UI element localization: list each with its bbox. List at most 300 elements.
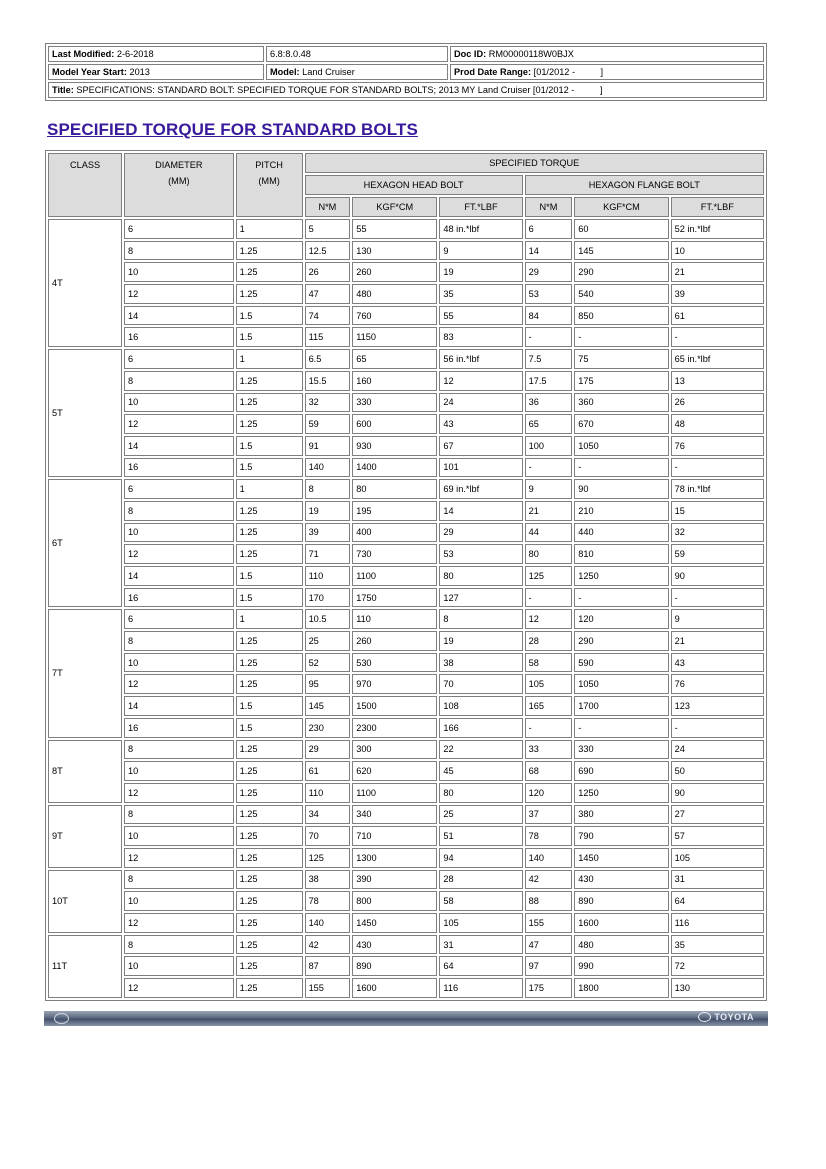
cell-class: 6T (48, 479, 122, 607)
table-row (48, 870, 764, 890)
cell-flange-nm: 175 (525, 978, 573, 998)
cell-flange-kgf: 670 (574, 414, 668, 434)
cell-flange-kgf: 810 (574, 544, 668, 564)
cell-head-ft: 9 (439, 241, 522, 261)
cell-diameter: 10 (124, 523, 234, 543)
cell-flange-kgf: 590 (574, 653, 668, 673)
cell-head-kgf: 80 (352, 479, 437, 499)
cell-head-kgf: 110 (352, 609, 437, 629)
cell-flange-nm: 84 (525, 306, 573, 326)
model-year-start: Model Year Start: 2013 (48, 64, 264, 80)
cell-flange-nm: 58 (525, 653, 573, 673)
cell-head-ft: 38 (439, 653, 522, 673)
cell-head-ft: 127 (439, 588, 522, 608)
cell-diameter: 8 (124, 740, 234, 760)
cell-flange-nm: 155 (525, 913, 573, 933)
cell-head-kgf: 340 (352, 805, 437, 825)
cell-diameter: 12 (124, 848, 234, 868)
cell-pitch: 1.5 (236, 718, 303, 738)
cell-head-ft: 31 (439, 935, 522, 955)
cell-diameter: 16 (124, 718, 234, 738)
cell-pitch: 1 (236, 479, 303, 499)
cell-pitch: 1.5 (236, 436, 303, 456)
cell-flange-ft: 65 in.*lbf (671, 349, 764, 369)
cell-flange-ft: 26 (671, 393, 764, 413)
table-row (48, 566, 764, 586)
cell-head-ft: 29 (439, 523, 522, 543)
cell-flange-kgf: 360 (574, 393, 668, 413)
cell-flange-ft: - (671, 718, 764, 738)
cell-head-nm: 42 (305, 935, 351, 955)
cell-head-kgf: 1400 (352, 458, 437, 478)
table-row (48, 805, 764, 825)
cell-head-nm: 15.5 (305, 371, 351, 391)
cell-flange-nm: 80 (525, 544, 573, 564)
cell-head-ft: 67 (439, 436, 522, 456)
cell-diameter: 16 (124, 458, 234, 478)
cell-head-kgf: 1600 (352, 978, 437, 998)
torque-table (45, 150, 767, 1001)
cell-head-kgf: 800 (352, 891, 437, 911)
col-specified-torque: SPECIFIED TORQUE (305, 153, 764, 173)
cell-head-ft: 35 (439, 284, 522, 304)
table-row (48, 978, 764, 998)
cell-flange-ft: 105 (671, 848, 764, 868)
cell-flange-kgf: 790 (574, 826, 668, 846)
cell-flange-kgf: 175 (574, 371, 668, 391)
cell-head-ft: 108 (439, 696, 522, 716)
cell-pitch: 1.25 (236, 523, 303, 543)
col-head-nm: N*M (305, 197, 351, 217)
cell-flange-nm: 68 (525, 761, 573, 781)
cell-flange-nm: 12 (525, 609, 573, 629)
cell-head-kgf: 1300 (352, 848, 437, 868)
cell-flange-ft: 21 (671, 262, 764, 282)
cell-head-ft: 24 (439, 393, 522, 413)
cell-flange-kgf: 540 (574, 284, 668, 304)
cell-flange-ft: 76 (671, 436, 764, 456)
cell-flange-ft: 35 (671, 935, 764, 955)
cell-pitch: 1.25 (236, 631, 303, 651)
cell-flange-ft: 90 (671, 783, 764, 803)
cell-diameter: 6 (124, 219, 234, 239)
cell-pitch: 1.25 (236, 805, 303, 825)
header-row-3 (48, 82, 764, 98)
cell-flange-kgf: - (574, 327, 668, 347)
table-row (48, 631, 764, 651)
cell-flange-ft: 123 (671, 696, 764, 716)
cell-pitch: 1.25 (236, 848, 303, 868)
cell-flange-kgf: 330 (574, 740, 668, 760)
table-row (48, 783, 764, 803)
cell-pitch: 1.25 (236, 978, 303, 998)
cell-head-kgf: 1500 (352, 696, 437, 716)
cell-flange-kgf: 440 (574, 523, 668, 543)
col-pitch: PITCH (MM) (236, 153, 303, 217)
cell-flange-ft: 27 (671, 805, 764, 825)
cell-diameter: 8 (124, 371, 234, 391)
cell-diameter: 14 (124, 696, 234, 716)
cell-flange-nm: 165 (525, 696, 573, 716)
doc-title: Title: SPECIFICATIONS: STANDARD BOLT: SPECIFIED TORQUE FOR STANDARD BOLTS; 2013 MY Land Cruiser [01/2012 - ] (48, 82, 764, 98)
cell-flange-nm: 53 (525, 284, 573, 304)
cell-flange-ft: 130 (671, 978, 764, 998)
cell-flange-ft: 64 (671, 891, 764, 911)
cell-head-ft: 8 (439, 609, 522, 629)
cell-head-nm: 140 (305, 913, 351, 933)
torque-table-body (48, 219, 764, 998)
cell-flange-kgf: 890 (574, 891, 668, 911)
cell-head-ft: 28 (439, 870, 522, 890)
cell-head-nm: 70 (305, 826, 351, 846)
table-row (48, 414, 764, 434)
cell-head-kgf: 600 (352, 414, 437, 434)
cell-head-ft: 48 in.*lbf (439, 219, 522, 239)
cell-flange-nm: 47 (525, 935, 573, 955)
cell-pitch: 1.25 (236, 284, 303, 304)
cell-pitch: 1.5 (236, 566, 303, 586)
cell-head-ft: 94 (439, 848, 522, 868)
cell-head-kgf: 195 (352, 501, 437, 521)
cell-flange-kgf: 210 (574, 501, 668, 521)
cell-head-nm: 39 (305, 523, 351, 543)
cell-head-ft: 80 (439, 783, 522, 803)
table-row (48, 349, 764, 369)
cell-head-kgf: 55 (352, 219, 437, 239)
cell-diameter: 14 (124, 436, 234, 456)
cell-diameter: 6 (124, 609, 234, 629)
cell-pitch: 1 (236, 219, 303, 239)
table-row (48, 458, 764, 478)
cell-class: 8T (48, 740, 122, 803)
cell-head-nm: 115 (305, 327, 351, 347)
cell-flange-ft: 61 (671, 306, 764, 326)
cell-flange-nm: 21 (525, 501, 573, 521)
cell-flange-ft: - (671, 327, 764, 347)
cell-diameter: 8 (124, 631, 234, 651)
table-row (48, 436, 764, 456)
cell-pitch: 1.25 (236, 761, 303, 781)
cell-head-ft: 101 (439, 458, 522, 478)
cell-head-nm: 19 (305, 501, 351, 521)
cell-flange-nm: 36 (525, 393, 573, 413)
table-row (48, 544, 764, 564)
cell-diameter: 8 (124, 501, 234, 521)
cell-head-nm: 140 (305, 458, 351, 478)
table-row (48, 393, 764, 413)
cell-pitch: 1.25 (236, 653, 303, 673)
cell-head-kgf: 1100 (352, 566, 437, 586)
cell-flange-ft: 31 (671, 870, 764, 890)
cell-class: 9T (48, 805, 122, 868)
table-row (48, 956, 764, 976)
cell-head-nm: 34 (305, 805, 351, 825)
cell-head-kgf: 760 (352, 306, 437, 326)
header-row-1 (48, 46, 764, 62)
cell-head-ft: 12 (439, 371, 522, 391)
model: Model: Land Cruiser (266, 64, 448, 80)
cell-flange-kgf: 690 (574, 761, 668, 781)
table-row (48, 913, 764, 933)
col-flange-nm: N*M (525, 197, 573, 217)
cell-diameter: 8 (124, 241, 234, 261)
cell-flange-nm: - (525, 327, 573, 347)
cell-flange-nm: 14 (525, 241, 573, 261)
table-row (48, 262, 764, 282)
cell-head-kgf: 930 (352, 436, 437, 456)
cell-pitch: 1.5 (236, 306, 303, 326)
cell-pitch: 1.25 (236, 262, 303, 282)
col-hex-flange-bolt: HEXAGON FLANGE BOLT (525, 175, 764, 195)
document-header (45, 43, 767, 101)
cell-head-nm: 29 (305, 740, 351, 760)
table-row (48, 674, 764, 694)
cell-pitch: 1.25 (236, 826, 303, 846)
cell-flange-nm: 105 (525, 674, 573, 694)
cell-pitch: 1.5 (236, 458, 303, 478)
cell-head-kgf: 480 (352, 284, 437, 304)
cell-head-nm: 170 (305, 588, 351, 608)
cell-diameter: 16 (124, 327, 234, 347)
cell-diameter: 10 (124, 653, 234, 673)
cell-diameter: 12 (124, 913, 234, 933)
cell-diameter: 8 (124, 870, 234, 890)
cell-class: 5T (48, 349, 122, 477)
cell-head-ft: 64 (439, 956, 522, 976)
cell-flange-kgf: 1800 (574, 978, 668, 998)
cell-flange-ft: 43 (671, 653, 764, 673)
toyota-emblem-icon (54, 1013, 69, 1024)
cell-head-ft: 43 (439, 414, 522, 434)
cell-head-kgf: 1100 (352, 783, 437, 803)
cell-class: 7T (48, 609, 122, 737)
cell-diameter: 12 (124, 284, 234, 304)
cell-diameter: 10 (124, 891, 234, 911)
cell-head-kgf: 390 (352, 870, 437, 890)
cell-head-nm: 6.5 (305, 349, 351, 369)
cell-pitch: 1.25 (236, 393, 303, 413)
cell-diameter: 12 (124, 978, 234, 998)
cell-head-kgf: 1750 (352, 588, 437, 608)
cell-flange-kgf: 120 (574, 609, 668, 629)
cell-diameter: 10 (124, 262, 234, 282)
table-row (48, 327, 764, 347)
cell-flange-ft: 57 (671, 826, 764, 846)
cell-flange-ft: 76 (671, 674, 764, 694)
table-row (48, 718, 764, 738)
col-flange-ft: FT.*LBF (671, 197, 764, 217)
cell-flange-nm: 100 (525, 436, 573, 456)
cell-flange-nm: 65 (525, 414, 573, 434)
table-row (48, 653, 764, 673)
footer-bar (44, 1011, 768, 1026)
cell-diameter: 10 (124, 761, 234, 781)
cell-diameter: 16 (124, 588, 234, 608)
cell-head-kgf: 160 (352, 371, 437, 391)
cell-head-nm: 91 (305, 436, 351, 456)
cell-head-nm: 87 (305, 956, 351, 976)
cell-head-nm: 78 (305, 891, 351, 911)
cell-head-kgf: 400 (352, 523, 437, 543)
cell-flange-ft: 48 (671, 414, 764, 434)
cell-flange-ft: - (671, 458, 764, 478)
cell-head-nm: 145 (305, 696, 351, 716)
cell-flange-kgf: 990 (574, 956, 668, 976)
col-diameter: DIAMETER (MM) (124, 153, 234, 217)
cell-flange-ft: 78 in.*lbf (671, 479, 764, 499)
version: 6.8:8.0.48 (266, 46, 448, 62)
cell-head-nm: 230 (305, 718, 351, 738)
toyota-emblem-icon (698, 1012, 711, 1022)
cell-head-nm: 110 (305, 783, 351, 803)
cell-pitch: 1.25 (236, 414, 303, 434)
cell-diameter: 6 (124, 479, 234, 499)
cell-flange-kgf: 1600 (574, 913, 668, 933)
cell-flange-nm: 33 (525, 740, 573, 760)
table-row (48, 371, 764, 391)
prod-date-range: Prod Date Range: [01/2012 - ] (450, 64, 764, 80)
cell-head-ft: 116 (439, 978, 522, 998)
table-row (48, 284, 764, 304)
cell-flange-nm: 7.5 (525, 349, 573, 369)
cell-head-kgf: 730 (352, 544, 437, 564)
col-head-ft: FT.*LBF (439, 197, 522, 217)
cell-head-nm: 155 (305, 978, 351, 998)
cell-flange-kgf: 60 (574, 219, 668, 239)
cell-pitch: 1.25 (236, 501, 303, 521)
cell-head-ft: 105 (439, 913, 522, 933)
table-row (48, 740, 764, 760)
table-row (48, 479, 764, 499)
cell-pitch: 1.25 (236, 783, 303, 803)
cell-head-ft: 69 in.*lbf (439, 479, 522, 499)
cell-head-ft: 58 (439, 891, 522, 911)
cell-pitch: 1.25 (236, 371, 303, 391)
cell-flange-nm: 97 (525, 956, 573, 976)
cell-pitch: 1.25 (236, 674, 303, 694)
cell-head-ft: 55 (439, 306, 522, 326)
cell-head-kgf: 2300 (352, 718, 437, 738)
cell-flange-ft: 24 (671, 740, 764, 760)
cell-head-kgf: 890 (352, 956, 437, 976)
cell-flange-ft: 59 (671, 544, 764, 564)
cell-diameter: 10 (124, 826, 234, 846)
cell-head-kgf: 430 (352, 935, 437, 955)
cell-flange-kgf: 75 (574, 349, 668, 369)
cell-flange-kgf: 1700 (574, 696, 668, 716)
cell-pitch: 1.25 (236, 935, 303, 955)
cell-flange-ft: 10 (671, 241, 764, 261)
cell-head-kgf: 1150 (352, 327, 437, 347)
table-row (48, 826, 764, 846)
cell-head-kgf: 260 (352, 262, 437, 282)
table-row (48, 241, 764, 261)
doc-id: Doc ID: RM00000118W0BJX (450, 46, 764, 62)
cell-flange-nm: 78 (525, 826, 573, 846)
cell-flange-ft: 39 (671, 284, 764, 304)
table-row (48, 696, 764, 716)
cell-head-nm: 59 (305, 414, 351, 434)
cell-flange-nm: 29 (525, 262, 573, 282)
page-title: SPECIFIED TORQUE FOR STANDARD BOLTS (47, 120, 418, 139)
col-hex-head-bolt: HEXAGON HEAD BOLT (305, 175, 523, 195)
cell-flange-nm: 120 (525, 783, 573, 803)
cell-flange-ft: 90 (671, 566, 764, 586)
cell-pitch: 1 (236, 609, 303, 629)
cell-head-nm: 12.5 (305, 241, 351, 261)
cell-pitch: 1.25 (236, 241, 303, 261)
cell-diameter: 12 (124, 544, 234, 564)
cell-pitch: 1.5 (236, 696, 303, 716)
cell-head-ft: 70 (439, 674, 522, 694)
cell-head-kgf: 65 (352, 349, 437, 369)
cell-head-nm: 52 (305, 653, 351, 673)
table-header-row (48, 153, 764, 173)
cell-flange-ft: 13 (671, 371, 764, 391)
cell-flange-ft: 116 (671, 913, 764, 933)
cell-head-nm: 26 (305, 262, 351, 282)
cell-head-kgf: 620 (352, 761, 437, 781)
cell-head-ft: 19 (439, 262, 522, 282)
cell-head-kgf: 330 (352, 393, 437, 413)
cell-flange-nm: 125 (525, 566, 573, 586)
cell-head-ft: 14 (439, 501, 522, 521)
header-row-2 (48, 64, 764, 80)
cell-flange-kgf: - (574, 588, 668, 608)
cell-head-ft: 51 (439, 826, 522, 846)
cell-class: 11T (48, 935, 122, 998)
cell-head-kgf: 260 (352, 631, 437, 651)
cell-pitch: 1.25 (236, 740, 303, 760)
cell-flange-ft: - (671, 588, 764, 608)
col-head-kgf: KGF*CM (352, 197, 437, 217)
cell-flange-nm: 44 (525, 523, 573, 543)
cell-head-nm: 5 (305, 219, 351, 239)
cell-head-nm: 8 (305, 479, 351, 499)
cell-head-kgf: 530 (352, 653, 437, 673)
cell-head-ft: 83 (439, 327, 522, 347)
last-modified: Last Modified: 2-6-2018 (48, 46, 264, 62)
cell-flange-kgf: 1250 (574, 566, 668, 586)
table-row (48, 219, 764, 239)
cell-diameter: 10 (124, 393, 234, 413)
cell-head-ft: 56 in.*lbf (439, 349, 522, 369)
cell-pitch: 1.25 (236, 870, 303, 890)
cell-flange-ft: 72 (671, 956, 764, 976)
cell-pitch: 1.5 (236, 327, 303, 347)
cell-flange-nm: - (525, 588, 573, 608)
cell-flange-kgf: 850 (574, 306, 668, 326)
cell-diameter: 14 (124, 566, 234, 586)
cell-flange-nm: 88 (525, 891, 573, 911)
cell-diameter: 6 (124, 349, 234, 369)
cell-head-ft: 53 (439, 544, 522, 564)
cell-head-ft: 80 (439, 566, 522, 586)
cell-diameter: 12 (124, 674, 234, 694)
cell-flange-kgf: 90 (574, 479, 668, 499)
cell-head-ft: 19 (439, 631, 522, 651)
cell-head-ft: 166 (439, 718, 522, 738)
cell-flange-nm: 37 (525, 805, 573, 825)
cell-head-nm: 61 (305, 761, 351, 781)
table-row (48, 761, 764, 781)
cell-pitch: 1.25 (236, 956, 303, 976)
table-row (48, 523, 764, 543)
cell-head-kgf: 300 (352, 740, 437, 760)
table-row (48, 501, 764, 521)
cell-diameter: 12 (124, 783, 234, 803)
cell-head-nm: 32 (305, 393, 351, 413)
